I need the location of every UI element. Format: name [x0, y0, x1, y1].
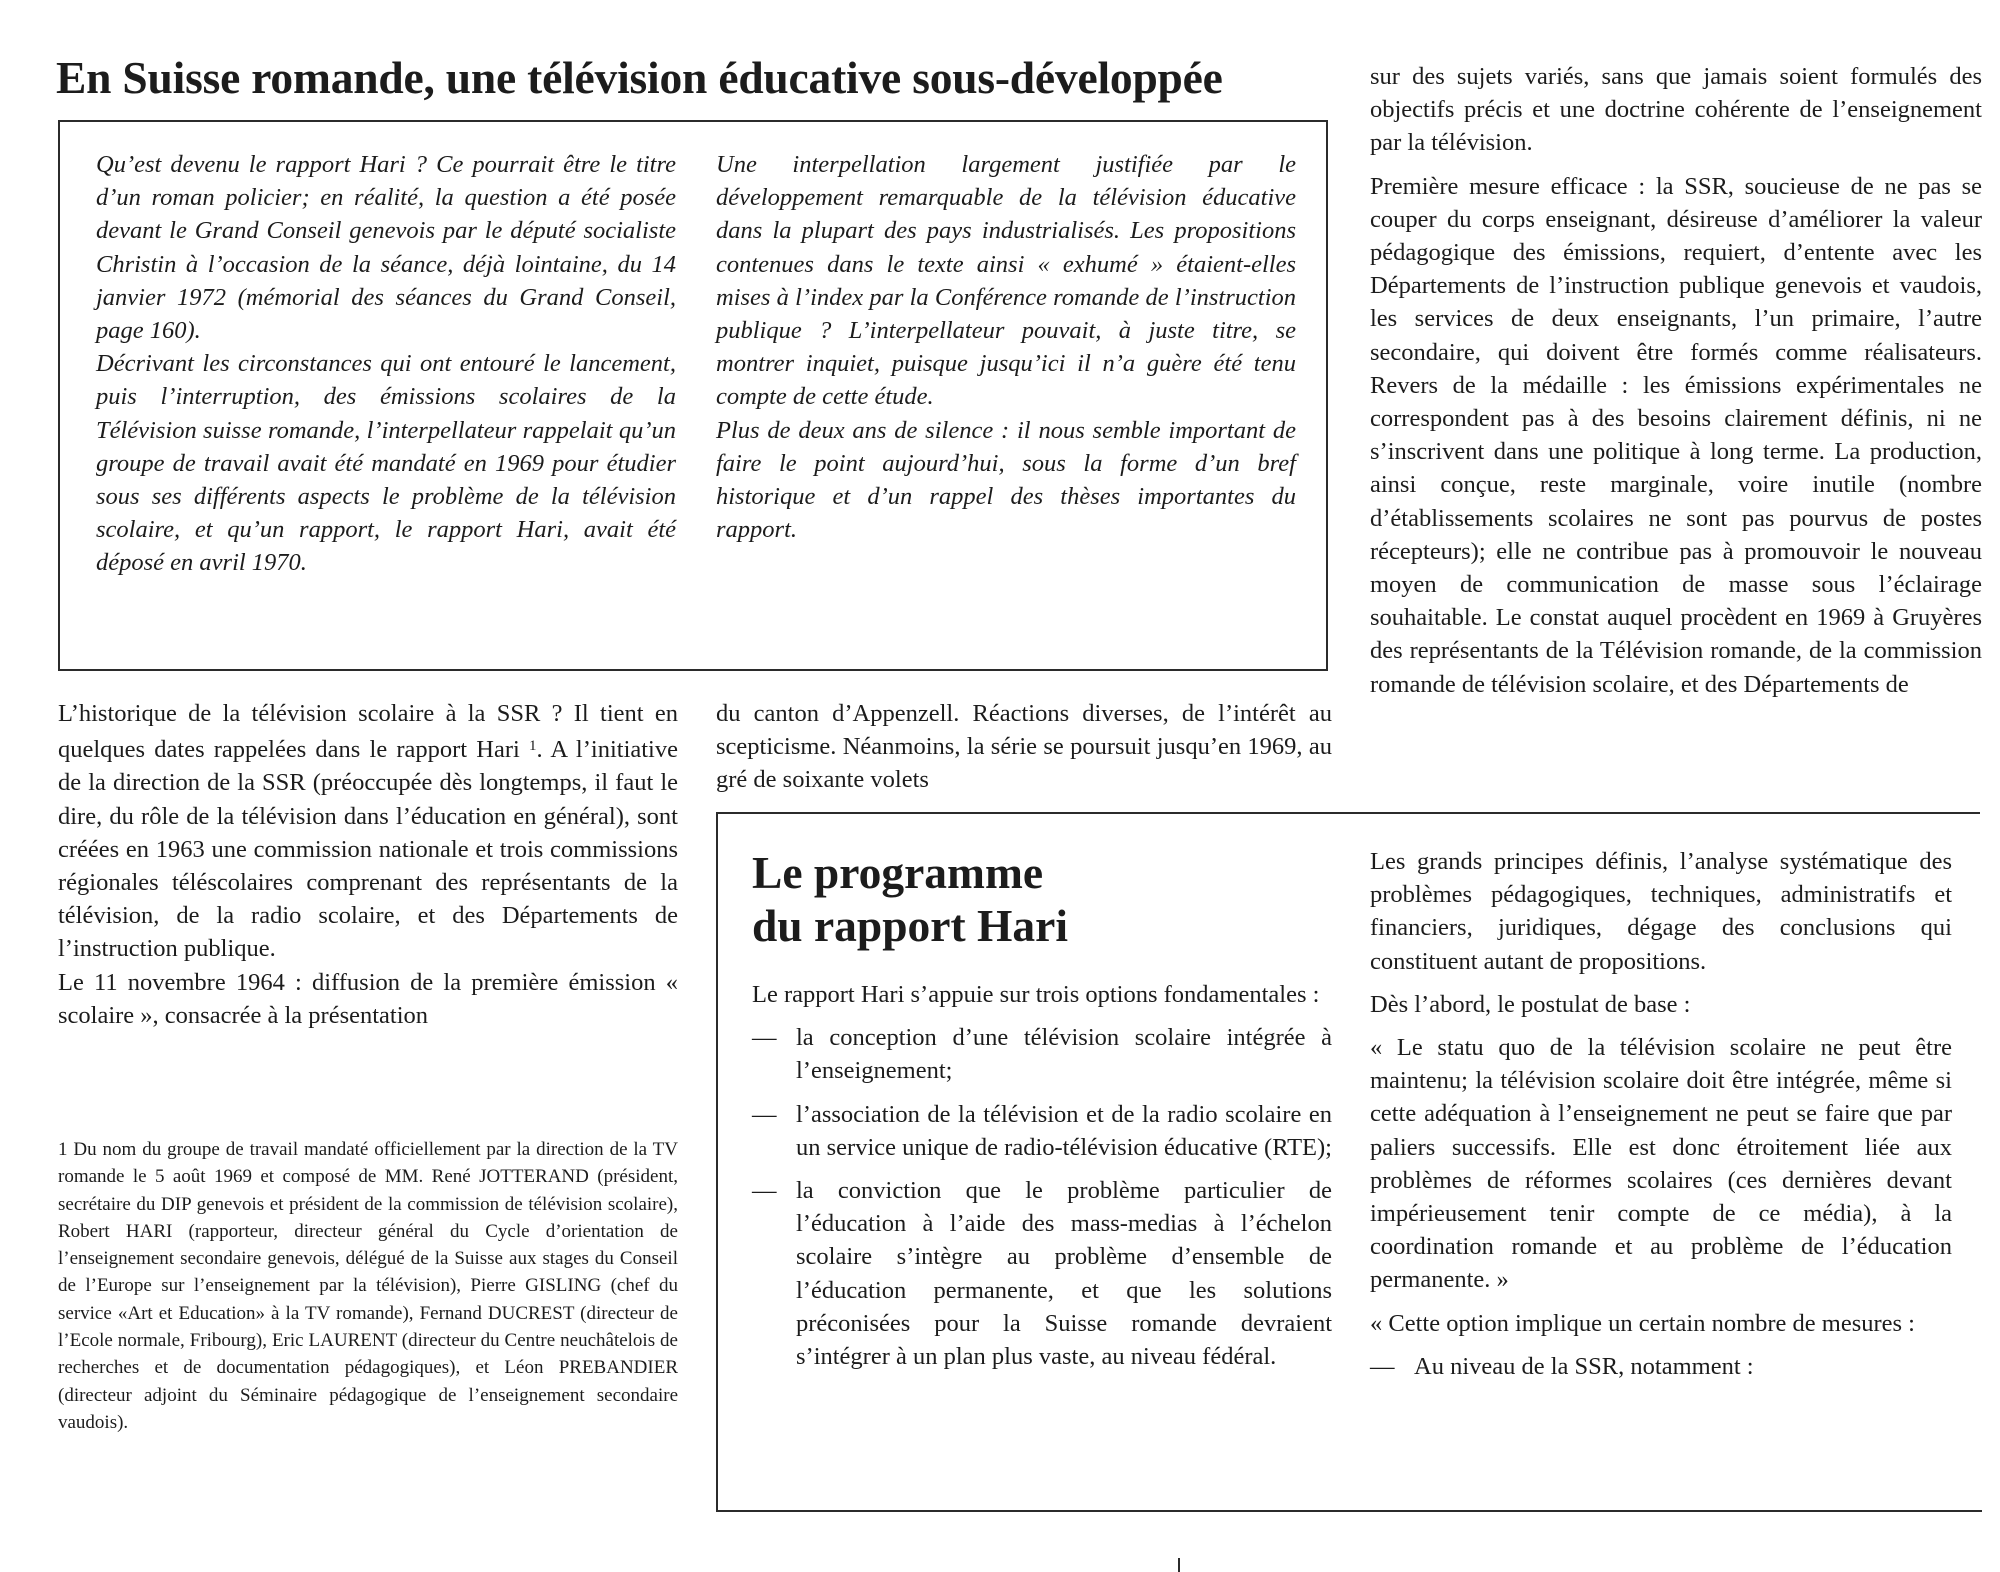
intro-paragraph: Qu’est devenu le rapport Hari ? Ce pourrait être le titre d’un roman policier; en réalité, la question a été posée devant le Grand Conseil genevois par le député socialiste Christin à l’occasion de la séance, déjà lointaine, du 14 janvier 1972 (mémorial des séances du Grand Conseil, page 160).	[96, 151, 676, 345]
programme-quote: « Cette option implique un certain nombre de mesures :	[1370, 1309, 1915, 1337]
article-paragraph	[58, 697, 678, 966]
dash-bullet: —	[752, 1177, 777, 1205]
option-item	[752, 1021, 1332, 1087]
page-tick-mark	[1178, 1558, 1180, 1572]
programme-column-left	[752, 978, 1332, 1373]
programme-intro: Le rapport Hari s’appuie sur trois options fondamentales :	[752, 981, 1320, 1008]
article-column-3	[1370, 60, 1982, 701]
article-text: . A l’initiative de la direction de la SSR (préoccupée dès longtemps, il faut le dire, du rôle de la télévision dans l’éducation en général), sont créées en 1963 une commission nationale et trois commissions régionales téléscolaires comprenant des représentants de la télévision, de la radio scolaire, et des Départements de l’instruction publique.	[58, 736, 678, 963]
footnote: 1 Du nom du groupe de travail mandaté officiellement par la direction de la TV romande le 5 août 1969 et composé de MM. René JOTTERAND (président, secrétaire du DIP genevois et président de la commission de télévision scolaire), Robert HARI (rapporteur, directeur général du Cycle d’orientation de l’enseignement secondaire genevois, délégué de la Suisse aux stages du Conseil de l’Europe sur l’enseignement par la télévision), Pierre GISLING (chef du service «Art et Education» à la TV romande), Fernand DUCREST (directeur de l’Ecole normale, Fribourg), Eric LAURENT (directeur du Centre neuchâtelois de recherches et de documentation pédagogiques), et Léon PREBANDIER (directeur adjoint du Séminaire pédagogique de l’enseignement secondaire vaudois).	[58, 1139, 678, 1433]
option-text: la conviction que le problème particulier de l’éducation à l’aide des mass-medias à l’échelon scolaire s’intègre au problème d’ensemble de l’éducation permanente, et que les solutions préconisées pour la Suisse romande devraient s’intégrer à un plan plus vaste, au niveau fédéral.	[796, 1177, 1332, 1371]
programme-paragraph: Dès l’abord, le postulat de base :	[1370, 990, 1691, 1018]
programme-paragraph: Les grands principes définis, l’analyse systématique des problèmes pédagogiques, techniques, administratifs et financiers, juridiques, dégage des conclusions qui constituent autant de propositions.	[1370, 848, 1952, 975]
article-text: L’historique de la télévision scolaire à la SSR ? Il tient en quelques dates rappelées dans le rapport Hari	[58, 700, 678, 764]
article-paragraph: Première mesure efficace : la SSR, soucieuse de ne pas se couper du corps enseignant, désireuse d’améliorer la valeur pédagogique des émissions, requiert, d’entente avec les Départements de l’instruction publique genevois et vaudois, les services de deux enseignants, l’un primaire, l’autre secondaire, qui doivent être formés comme réalisateurs. Revers de la médaille : les émissions expérimentales ne correspondent pas à des besoins clairement définis, ni ne s’inscrivent dans une politique à long terme. La production, ainsi conçue, reste marginale, voire inutile (nombre d’établissements scolaires ne sont pas pourvus de postes récepteurs); elle ne contribue pas à promouvoir le nouveau moyen de communication de masse sous l’éclairage souhaitable. Le constat auquel procèdent en 1969 à Gruyères des représentants de la Télévision romande, de la commission romande de télévision scolaire, et des Départements de	[1370, 172, 1982, 698]
dash-bullet: —	[752, 1024, 777, 1052]
measure-item	[1370, 1350, 1952, 1383]
dash-bullet: —	[752, 1100, 777, 1128]
programme-column-right	[1370, 845, 1952, 1383]
option-text: l’association de la télévision et de la radio scolaire en un service unique de radio-télévision éducative (RTE);	[796, 1100, 1332, 1161]
article-paragraph: Le 11 novembre 1964 : diffusion de la première émission « scolaire », consacrée à la présentation	[58, 968, 678, 1029]
intro-paragraph: Décrivant les circonstances qui ont entouré le lancement, puis l’interruption, des émissions scolaires de la Télévision suisse romande, l’interpellateur rappelait qu’un groupe de travail avait été mandaté en 1969 pour étudier sous ses différents aspects le problème de la télévision scolaire, et qu’un rapport, le rapport Hari, avait été déposé en avril 1970.	[96, 350, 676, 577]
dash-bullet: —	[1370, 1352, 1395, 1380]
programme-title-line: Le programme	[752, 847, 1044, 898]
intro-column-right	[716, 148, 1296, 546]
article-column-1	[58, 697, 678, 1032]
article-paragraph: sur des sujets variés, sans que jamais soient formulés des objectifs précis et une doctrine cohérente de l’enseignement par la télévision.	[1370, 63, 1982, 157]
option-item	[752, 1174, 1332, 1373]
intro-column-left	[96, 148, 676, 580]
programme-title-line: du rapport Hari	[752, 900, 1068, 951]
footnote-marker: 1	[528, 738, 537, 755]
article-paragraph: du canton d’Appenzell. Réactions diverses, de l’intérêt au scepticisme. Néanmoins, la série se poursuit jusqu’en 1969, au gré de soixante volets	[716, 700, 1332, 794]
article-column-2	[716, 697, 1332, 797]
measure-text: Au niveau de la SSR, notamment :	[1414, 1352, 1754, 1380]
headline: En Suisse romande, une télévision éducative sous-développée	[56, 52, 1223, 103]
intro-paragraph: Plus de deux ans de silence : il nous semble important de faire le point aujourd’hui, sous la forme d’un bref historique et d’un rappel des thèses importantes du rapport.	[716, 416, 1296, 544]
option-text: la conception d’une télévision scolaire intégrée à l’enseignement;	[796, 1024, 1332, 1085]
programme-title	[752, 846, 1312, 952]
programme-quote: « Le statu quo de la télévision scolaire ne peut être maintenu; la télévision scolaire doit être intégrée, même si cette adéquation à l’enseignement ne peut se faire que par paliers successifs. Elle est donc étroitement liée aux problèmes de réformes scolaires (ces dernières devant impérieusement tenir compte de ce média), à la coordination romande et au problème de l’éducation permanente. »	[1370, 1034, 1952, 1294]
option-item	[752, 1098, 1332, 1164]
intro-paragraph: Une interpellation largement justifiée par le développement remarquable de la télévision éducative dans la plupart des pays industrialisés. Les propositions contenues dans le texte ainsi « exhumé » étaient-elles mises à l’index par la Conférence romande de l’instruction publique ? L’interpellateur pouvait, à juste titre, se montrer inquiet, puisque jusqu’ici il n’a guère été tenu compte de cette étude.	[716, 151, 1296, 411]
